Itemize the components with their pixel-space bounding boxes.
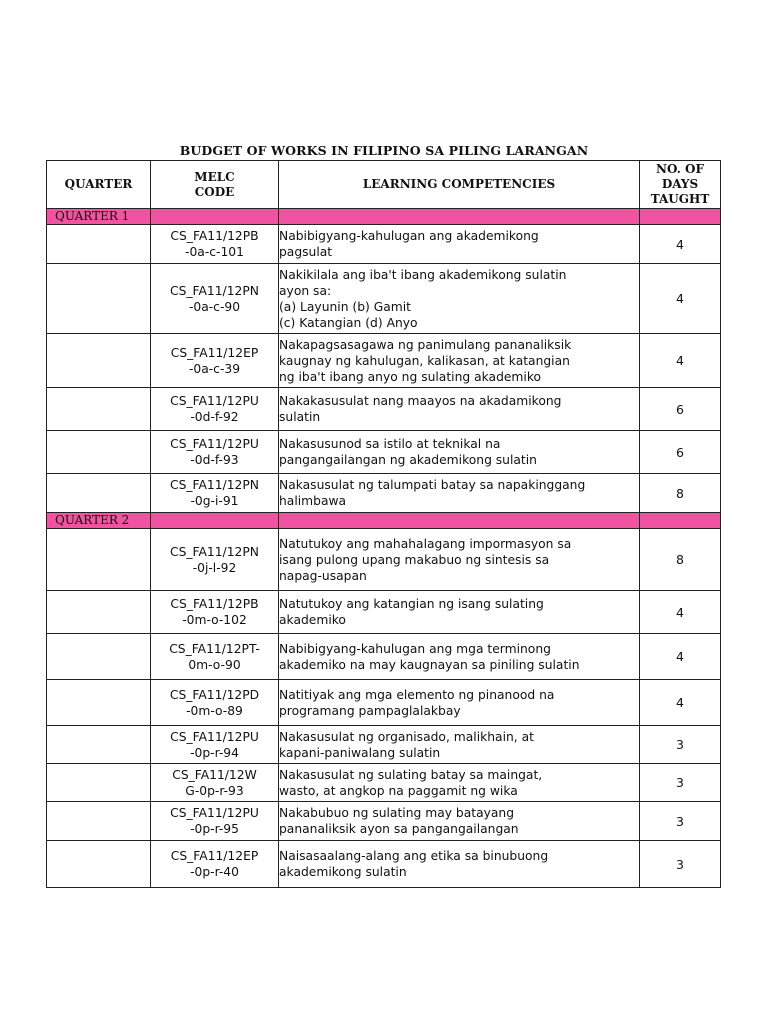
header-melc-code: [151, 161, 279, 209]
melc-code-line: CS_FA11/12PU: [170, 394, 259, 408]
competency-line: halimbawa: [279, 494, 347, 508]
melc-code-line: -0p-r-95: [190, 822, 239, 836]
melc-code-cell: [151, 634, 279, 680]
melc-code-cell: [151, 264, 279, 334]
table-row: [47, 634, 721, 680]
competency-line: programang pampaglalakbay: [279, 703, 461, 718]
competency-cell: [279, 634, 640, 680]
competency-line: Nakasusunod sa istilo at teknikal na: [279, 437, 501, 451]
competency-line: kapani-paniwalang sulatin: [279, 745, 441, 760]
melc-code-cell: [151, 474, 279, 513]
table-row: [47, 802, 721, 841]
days-taught-cell: 4: [640, 634, 721, 680]
days-taught-cell: 8: [640, 529, 721, 591]
melc-code-cell: [151, 764, 279, 802]
competency-cell: [279, 334, 640, 388]
table-row: [47, 841, 721, 888]
melc-code-line: -0m-o-102: [182, 613, 247, 627]
melc-code-line: -0d-f-93: [190, 453, 239, 467]
competency-cell: [279, 841, 640, 888]
melc-code-cell: [151, 591, 279, 634]
competency-line: akademiko na may kaugnayan sa piniling sulatin: [279, 657, 580, 672]
competency-cell: [279, 802, 640, 841]
header-quarter: QUARTER: [47, 161, 151, 209]
quarter-band-cell: [279, 513, 640, 529]
competency-line: kaugnay ng kahulugan, kalikasan, at katangian: [279, 353, 570, 368]
header-days-line: NO. OF: [655, 162, 705, 176]
competency-line: Nakapagsasagawa ng panimulang pananaliksik: [279, 337, 572, 352]
quarter-band-cell: [151, 209, 279, 225]
header-days-line: DAYS: [661, 177, 699, 191]
quarter-label: QUARTER 2: [47, 513, 151, 529]
days-taught-cell: 3: [640, 726, 721, 764]
competency-line: Nakakasusulat nang maayos na akadamikong: [279, 394, 562, 408]
competency-line: pangangailangan ng akademikong sulatin: [279, 453, 537, 467]
quarter-band-cell: [151, 513, 279, 529]
competency-line: Naisasaalang-alang ang etika sa binubuong: [279, 849, 549, 863]
table-row: [47, 764, 721, 802]
competency-cell: [279, 764, 640, 802]
competency-line: Nakasusulat ng talumpati batay sa napakinggang: [279, 478, 586, 492]
melc-code-line: CS_FA11/12W: [172, 767, 257, 782]
table-row: [47, 388, 721, 431]
days-taught-cell: 4: [640, 264, 721, 334]
competency-line: Nakabubuo ng sulating may batayang: [279, 806, 515, 820]
table-row: [47, 431, 721, 474]
quarter-cell: [47, 225, 151, 264]
melc-code-line: CS_FA11/12PB: [170, 229, 259, 243]
melc-code-cell: [151, 388, 279, 431]
quarter-cell: [47, 764, 151, 802]
competency-cell: [279, 529, 640, 591]
melc-code-line: CS_FA11/12PT-: [169, 641, 260, 656]
competency-line: sulatin: [279, 410, 321, 424]
melc-code-line: -0a-c-101: [185, 245, 244, 259]
days-taught-cell: 4: [640, 334, 721, 388]
competency-line: napag-usapan: [279, 568, 367, 583]
melc-code-line: CS_FA11/12PU: [170, 437, 259, 451]
quarter-band-row: [47, 209, 721, 225]
melc-code-cell: [151, 680, 279, 726]
competency-line: (c) Katangian (d) Anyo: [279, 315, 418, 330]
document-title: BUDGET OF WORKS IN FILIPINO SA PILING LARANGAN: [179, 143, 589, 158]
days-taught-cell: 4: [640, 680, 721, 726]
melc-code-line: CS_FA11/12PN: [170, 544, 259, 559]
melc-code-cell: [151, 334, 279, 388]
melc-code-line: CS_FA11/12PN: [170, 478, 259, 492]
melc-code-line: CS_FA11/12EP: [170, 345, 259, 360]
quarter-cell: [47, 264, 151, 334]
competency-line: Natutukoy ang mahahalagang impormasyon sa: [279, 536, 572, 551]
competency-line: Nakikilala ang iba't ibang akademikong sulatin: [279, 267, 567, 282]
days-taught-cell: 4: [640, 591, 721, 634]
days-taught-cell: 8: [640, 474, 721, 513]
table-row: [47, 225, 721, 264]
table-row: [47, 334, 721, 388]
competency-line: ng iba't ibang anyo ng sulating akademiko: [279, 369, 542, 384]
quarter-label: QUARTER 1: [47, 209, 151, 225]
competency-cell: [279, 680, 640, 726]
quarter-cell: [47, 529, 151, 591]
competency-line: ayon sa:: [279, 283, 332, 298]
competency-line: pananaliksik ayon sa pangangailangan: [279, 822, 519, 836]
melc-code-line: 0m-o-90: [188, 657, 241, 672]
melc-code-line: CS_FA11/12EP: [170, 849, 259, 863]
table-row: [47, 529, 721, 591]
header-competencies: LEARNING COMPETENCIES: [279, 161, 640, 209]
quarter-cell: [47, 634, 151, 680]
competency-line: Natutukoy ang katangian ng isang sulating: [279, 597, 544, 611]
header-row: [47, 161, 721, 209]
melc-code-cell: [151, 529, 279, 591]
melc-code-line: -0d-f-92: [190, 410, 239, 424]
days-taught-cell: 6: [640, 388, 721, 431]
melc-code-line: G-0p-r-93: [185, 783, 244, 798]
quarter-cell: [47, 431, 151, 474]
quarter-band-cell: [279, 209, 640, 225]
table-row: [47, 591, 721, 634]
table-row: [47, 474, 721, 513]
competency-line: Nakasusulat ng sulating batay sa maingat,: [279, 767, 543, 782]
quarter-cell: [47, 334, 151, 388]
table-row: [47, 726, 721, 764]
melc-code-cell: [151, 841, 279, 888]
melc-code-line: CS_FA11/12PU: [170, 729, 259, 744]
competency-cell: [279, 591, 640, 634]
header-days: [640, 161, 721, 209]
melc-code-line: CS_FA11/12PN: [170, 283, 259, 298]
competency-line: Natitiyak ang mga elemento ng pinanood na: [279, 687, 555, 702]
quarter-cell: [47, 726, 151, 764]
header-code-line: CODE: [194, 184, 235, 199]
melc-code-line: -0p-r-40: [190, 865, 239, 879]
competency-cell: [279, 474, 640, 513]
header-melc-line: MELC: [194, 169, 235, 184]
competency-line: Nabibigyang-kahulugan ang akademikong: [279, 229, 539, 243]
days-taught-cell: 6: [640, 431, 721, 474]
competency-line: isang pulong upang makabuo ng sintesis sa: [279, 552, 550, 567]
competency-line: akademikong sulatin: [279, 865, 407, 879]
header-days-line: TAUGHT: [650, 192, 710, 206]
quarter-band-cell: [640, 209, 721, 225]
table-row: [47, 264, 721, 334]
melc-code-line: -0m-o-89: [186, 703, 243, 718]
competency-cell: [279, 264, 640, 334]
days-taught-cell: 3: [640, 841, 721, 888]
competency-line: Nabibigyang-kahulugan ang mga terminong: [279, 641, 551, 656]
melc-code-cell: [151, 726, 279, 764]
competency-line: akademiko: [279, 613, 346, 627]
competency-line: (a) Layunin (b) Gamit: [279, 299, 411, 314]
quarter-cell: [47, 680, 151, 726]
melc-code-cell: [151, 431, 279, 474]
quarter-band-cell: [640, 513, 721, 529]
days-taught-cell: 3: [640, 764, 721, 802]
melc-code-line: -0p-r-94: [190, 745, 239, 760]
competency-line: pagsulat: [279, 245, 333, 259]
quarter-cell: [47, 591, 151, 634]
quarter-cell: [47, 474, 151, 513]
melc-code-line: -0j-l-92: [192, 560, 237, 575]
quarter-cell: [47, 388, 151, 431]
melc-code-line: CS_FA11/12PU: [170, 806, 259, 820]
melc-code-line: CS_FA11/12PD: [169, 687, 260, 702]
melc-code-cell: [151, 802, 279, 841]
melc-code-line: -0a-c-39: [188, 361, 241, 376]
competency-cell: [279, 225, 640, 264]
days-taught-cell: 4: [640, 225, 721, 264]
quarter-cell: [47, 841, 151, 888]
competency-line: wasto, at angkop na paggamit ng wika: [279, 783, 518, 798]
quarter-band-row: [47, 513, 721, 529]
melc-code-line: -0a-c-90: [188, 299, 241, 314]
competency-cell: [279, 431, 640, 474]
competency-cell: [279, 726, 640, 764]
budget-table: [46, 160, 721, 888]
table-row: [47, 680, 721, 726]
melc-code-cell: [151, 225, 279, 264]
competency-cell: [279, 388, 640, 431]
melc-code-line: CS_FA11/12PB: [170, 597, 259, 611]
melc-code-line: -0g-i-91: [190, 494, 239, 508]
quarter-cell: [47, 802, 151, 841]
competency-line: Nakasusulat ng organisado, malikhain, at: [279, 729, 534, 744]
days-taught-cell: 3: [640, 802, 721, 841]
